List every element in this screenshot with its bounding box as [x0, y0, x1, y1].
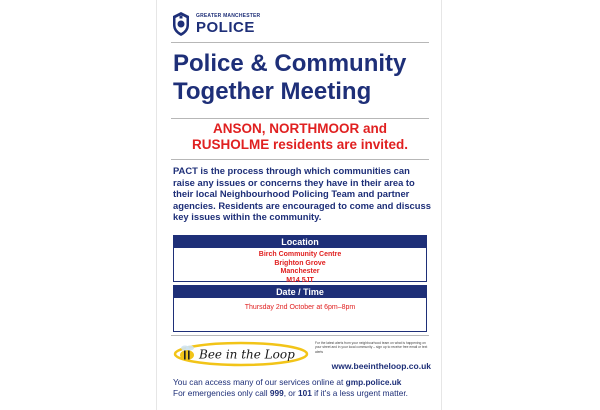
location-heading: Location	[174, 236, 426, 248]
bee-in-the-loop-banner	[173, 339, 431, 372]
invitation-subtitle	[171, 121, 429, 153]
non-emergency-number: 101	[297, 388, 312, 398]
footer-line-2: For emergencies only call 999, or 101 if it's a less urgent matter.	[173, 388, 408, 398]
address-line: Birch Community Centre	[258, 251, 342, 258]
police-crest-icon	[171, 11, 191, 37]
pact-poster	[156, 0, 442, 410]
bee-url-link[interactable]: www.beeintheloop.co.uk	[331, 361, 431, 371]
org-name-small: GREATER MANCHESTER	[196, 12, 261, 19]
address-line: Brighton Grove	[274, 259, 326, 267]
bee-icon	[180, 346, 194, 361]
divider	[171, 159, 429, 160]
gmp-logo	[171, 8, 260, 40]
divider	[171, 335, 429, 336]
datetime-heading: Date / Time	[174, 286, 426, 298]
gmp-website-link[interactable]: gmp.police.uk	[345, 377, 402, 387]
bee-logo-text: Bee in the Loop	[199, 347, 295, 362]
divider	[171, 118, 429, 119]
org-name-big: POLICE	[196, 18, 255, 36]
footer-line-1: You can access many of our services online at gmp.police.uk	[173, 377, 402, 387]
address-line: Manchester	[280, 268, 320, 275]
title-line-1: Police & Community	[173, 50, 407, 77]
location-box	[173, 235, 427, 282]
location-address	[174, 248, 426, 285]
address-line: M14 5JT	[286, 276, 314, 284]
subtitle-line-2: RUSHOLME residents are invited.	[191, 137, 409, 152]
bee-blurb: For the latest alerts from your neighbourhood team on what is happening on your street and in your local community – sign up to receive free email or text alerts	[315, 341, 428, 354]
footer-text	[173, 377, 431, 399]
bee-in-the-loop-logo	[173, 341, 309, 367]
poster-title	[173, 50, 431, 106]
subtitle-line-1: ANSON, NORTHMOOR and	[213, 121, 387, 136]
emergency-number: 999	[269, 388, 284, 398]
intro-paragraph: PACT is the process through which communities can raise any issues or concerns they have in their area to their local Neighbourhood Policing Team and partner agencies. Residents are encouraged to come and discuss key issues within the community.	[173, 165, 431, 223]
title-line-2: Together Meeting	[173, 78, 372, 105]
datetime-value: Thursday 2nd October at 6pm–8pm	[244, 304, 356, 311]
datetime-box	[173, 285, 427, 332]
divider	[171, 42, 429, 43]
